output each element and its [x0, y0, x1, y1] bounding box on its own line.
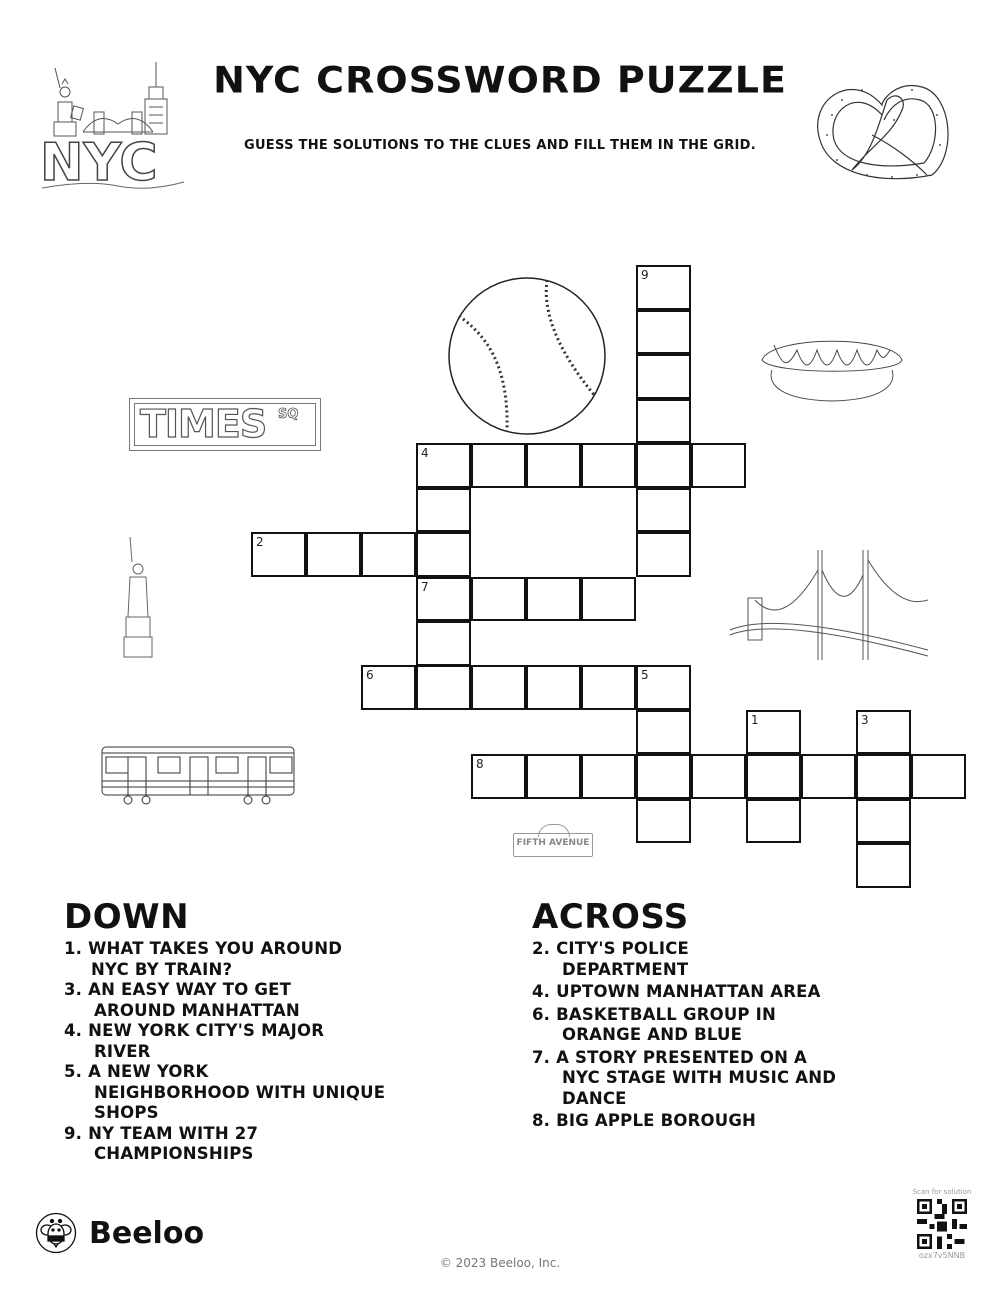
grid-cell[interactable] [911, 754, 966, 799]
grid-cell[interactable] [636, 354, 691, 399]
grid-cell[interactable] [636, 488, 691, 533]
grid-cell[interactable] [471, 577, 526, 622]
clue-number: 3 [861, 712, 869, 727]
instructions: GUESS THE SOLUTIONS TO THE CLUES AND FILL THEM IN THE GRID. [243, 138, 757, 153]
grid-cell[interactable] [691, 443, 746, 488]
grid-cell[interactable] [526, 443, 581, 488]
grid-cell[interactable] [581, 754, 636, 799]
grid-cell[interactable] [636, 754, 691, 799]
qr-code-icon[interactable] [917, 1199, 967, 1249]
grid-cell[interactable] [581, 665, 636, 710]
grid-cell[interactable] [471, 443, 526, 488]
grid-cell[interactable] [361, 532, 416, 577]
clue-item: 3. AN EASY WAY TO GET AROUND MANHATTAN [64, 980, 300, 1020]
grid-cell[interactable] [636, 799, 691, 844]
grid-cell[interactable] [636, 710, 691, 755]
grid-cell[interactable] [856, 710, 911, 755]
grid-cell[interactable] [416, 577, 471, 622]
grid-cell[interactable] [581, 443, 636, 488]
grid-cell[interactable] [636, 265, 691, 310]
grid-cell[interactable] [471, 665, 526, 710]
clue-number: 5 [641, 668, 649, 682]
clue-number: 1 [751, 712, 759, 727]
clue-number: 9 [641, 268, 649, 282]
clue-number: 8 [476, 757, 484, 771]
clue-number: 4 [421, 446, 429, 460]
grid-cell[interactable] [746, 799, 801, 844]
grid-cell[interactable] [306, 532, 361, 577]
clue-item: 4. UPTOWN MANHATTAN AREA [532, 982, 821, 1001]
clue-item: 7. A STORY PRESENTED ON A NYC STAGE WITH MUSIC AND DANCE [532, 1047, 837, 1108]
clue-item: 9. NY TEAM WITH 27 CHAMPIONSHIPS [64, 1123, 259, 1163]
qr-label: Scan for solution [912, 1188, 972, 1196]
fifth-avenue-sign: FIFTH AVENUE [513, 833, 593, 857]
clue-number: 6 [366, 668, 374, 682]
grid-cell[interactable] [526, 754, 581, 799]
grid-cell[interactable] [636, 310, 691, 355]
clue-item: 5. A NEW YORK NEIGHBORHOOD WITH UNIQUE SHOPS [64, 1062, 386, 1122]
clue-item: 4. NEW YORK CITY'S MAJOR RIVER [64, 1021, 325, 1061]
grid-cell[interactable] [691, 754, 746, 799]
across-clues [532, 897, 952, 1132]
brand-name: Beeloo [89, 1215, 205, 1251]
grid-cell[interactable] [581, 577, 636, 622]
grid-cell[interactable] [416, 488, 471, 533]
down-clues [64, 897, 484, 1165]
grid-cell[interactable] [746, 710, 801, 755]
grid-cell[interactable] [526, 665, 581, 710]
clue-item: 2. CITY'S POLICE DEPARTMENT [532, 939, 689, 979]
times-square-sign: TIMES SQ [129, 398, 321, 451]
clue-number: 7 [421, 579, 429, 594]
beeloo-logo[interactable] [35, 1212, 204, 1254]
down-heading: DOWN [64, 897, 190, 937]
solution-qr-block[interactable] [912, 1188, 972, 1260]
grid-cell[interactable] [801, 754, 856, 799]
grid-cell[interactable] [251, 532, 306, 577]
grid-cell[interactable] [416, 665, 471, 710]
svg-text:NYC: NYC [40, 133, 158, 192]
qr-code-id: ozx7v5NNB [918, 1251, 966, 1260]
grid-cell[interactable] [856, 754, 911, 799]
grid-cell[interactable] [636, 399, 691, 444]
clue-item: 8. BIG APPLE BOROUGH [532, 1111, 757, 1130]
grid-cell[interactable] [746, 754, 801, 799]
bee-icon [35, 1212, 77, 1254]
grid-cell[interactable] [416, 621, 471, 666]
copyright: © 2023 Beeloo, Inc. [439, 1256, 561, 1270]
grid-cell[interactable] [416, 443, 471, 488]
page-title: NYC CROSSWORD PUZZLE [213, 59, 787, 101]
clue-item: 6. BASKETBALL GROUP IN ORANGE AND BLUE [532, 1004, 777, 1044]
grid-cell[interactable] [856, 843, 911, 888]
grid-cell[interactable] [636, 443, 691, 488]
across-heading: ACROSS [532, 897, 689, 937]
clue-item: 1. WHAT TAKES YOU AROUND NYC BY TRAIN? [64, 939, 343, 979]
grid-cell[interactable] [636, 665, 691, 710]
clue-number: 2 [256, 535, 264, 549]
grid-cell[interactable] [636, 532, 691, 577]
grid-cell[interactable] [856, 799, 911, 844]
grid-cell[interactable] [361, 665, 416, 710]
grid-cell[interactable] [526, 577, 581, 622]
grid-cell[interactable] [416, 532, 471, 577]
grid-cell[interactable] [471, 754, 526, 799]
